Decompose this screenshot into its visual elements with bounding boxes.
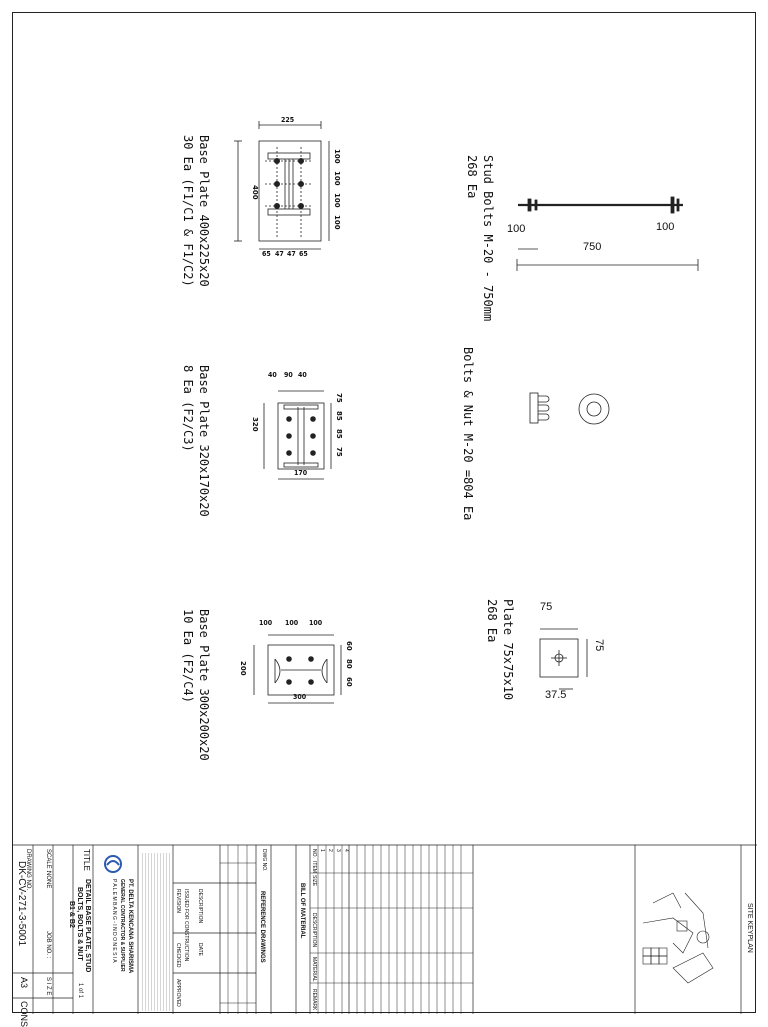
company-name: PT. DELTA KENCANA SHARISMA — [127, 879, 133, 974]
dim-label: 65 — [262, 250, 271, 258]
dim-label: 100 — [333, 171, 341, 186]
legal-notice-text — [141, 853, 171, 1011]
bom-header: ITEM — [311, 861, 317, 873]
dim-label: 100 — [333, 215, 341, 230]
dim-label: 40 — [298, 371, 307, 379]
drawing-title-line3: B1 & B2 — [68, 901, 75, 928]
dim-label: 170 — [294, 469, 308, 477]
bom-header: SIZE — [311, 875, 317, 887]
bolts-nut-title: Bolts & Nut M-20 =804 Ea — [461, 347, 475, 521]
base-plate-2-drawing — [264, 391, 331, 479]
dim-label: 75 — [335, 393, 343, 403]
dim-label: 65 — [299, 250, 308, 258]
dim-label: 75 — [335, 447, 343, 457]
dim-label: 750 — [583, 241, 602, 253]
dim-label: 60 — [345, 677, 353, 687]
small-plate-title: Plate 75x75x10 — [501, 599, 515, 701]
dim-label: 85 — [335, 411, 343, 421]
dim-label: 40 — [268, 371, 277, 379]
dim-label: 75 — [540, 601, 553, 613]
dim-label: 47 — [275, 250, 284, 258]
issued-label: ISSUED FOR CONSTRUCTION — [183, 889, 189, 962]
dim-label: 60 — [345, 641, 353, 651]
size-label: S I Z E — [45, 977, 51, 996]
bom-header: NO. — [311, 849, 317, 858]
approved-label: APPROVED — [175, 979, 181, 1007]
company-city: P A L E M B A N G - I N D O N E S I A — [111, 879, 117, 963]
dim-label: 100 — [285, 619, 299, 627]
checked-label: CHECKED — [175, 943, 181, 968]
sheet-count: 1 of 1 — [77, 983, 83, 999]
dim-label: 100 — [656, 221, 675, 233]
site-keyplan-drawing — [643, 893, 713, 983]
revision-label: REVISION — [175, 889, 181, 913]
bom-header: DESCRIPTION — [311, 913, 317, 948]
dim-label: 80 — [345, 659, 353, 669]
drawing-title-line2: BOLTS, BOLTS & NUT — [76, 887, 83, 961]
scale-label: SCALE : — [45, 849, 51, 873]
bolt-nut-drawing — [530, 393, 609, 424]
dim-label: 47 — [287, 250, 296, 258]
dim-label: 90 — [284, 371, 293, 379]
drawing-title-line1: DETAIL BASE PLATE, STUD — [84, 879, 91, 973]
small-plate-quantity: 268 Ea — [485, 599, 499, 643]
bom-row-number: 1 — [319, 849, 325, 852]
dim-label: 100 — [507, 223, 526, 235]
dim-label: 37.5 — [545, 689, 567, 701]
bill-of-material-label: BILL OF MATERIAL — [299, 883, 305, 939]
dim-label: 100 — [259, 619, 273, 627]
dim-label: 100 — [333, 149, 341, 164]
base-plate-1-quantity: 30 Ea (F1/C1 & F1/C2) — [181, 135, 195, 287]
dim-label: 320 — [251, 417, 259, 432]
dim-label: 225 — [281, 116, 295, 124]
bom-header: MATERIAL — [311, 957, 317, 982]
bom-row-number: 2 — [327, 849, 333, 852]
dim-label: 100 — [333, 193, 341, 208]
base-plate-1-title: Base Plate 400x225x20 — [197, 135, 211, 287]
dim-label: 200 — [239, 661, 247, 676]
dwg-no-label: DWG NO. — [261, 849, 267, 872]
base-plate-3-quantity: 10 Ea (F2/C4) — [181, 609, 195, 703]
bom-header: REMARK — [311, 989, 317, 1011]
job-no-label: JOB NO. : — [45, 931, 51, 959]
dim-label: 85 — [335, 429, 343, 439]
base-plate-2-quantity: 8 Ea (F2/C3) — [181, 365, 195, 452]
drawing-no-label: DRAWING NO. — [25, 849, 31, 891]
reference-drawings-label: REFERENCE DRAWINGS — [259, 891, 265, 963]
description-label: DESCRIPTION — [197, 889, 203, 924]
title-label: TITLE — [82, 849, 91, 871]
stud-bolts-title: Stud Bolts M-20 - 750mm — [481, 155, 495, 322]
size-value: A3 — [19, 977, 29, 989]
base-plate-2-title: Base Plate 320x170x20 — [197, 365, 211, 517]
scale-value: NONE — [45, 871, 51, 889]
status-value: CONS — [19, 1001, 29, 1027]
drawing-sheet — [12, 12, 756, 1027]
company-subtitle: GENERAL CONTRACTOR & SUPPLIER — [119, 879, 125, 972]
stud-bolt-drawing — [517, 197, 698, 271]
company-logo — [101, 853, 125, 875]
date-label: DATE — [197, 943, 203, 956]
base-plate-3-title: Base Plate 300x200x20 — [197, 609, 211, 761]
bom-row-number: 4 — [343, 849, 349, 852]
bom-row-number: 3 — [335, 849, 341, 852]
drawing-number: DK-CV-271-3-5001 — [16, 861, 27, 947]
site-keyplan-label: SITE KEYPLAN — [746, 903, 753, 953]
stud-bolts-quantity: 268 Ea — [465, 155, 479, 199]
dim-label: 300 — [293, 693, 307, 701]
dim-label: 75 — [593, 639, 605, 652]
base-plate-1-drawing — [234, 121, 329, 249]
dim-label: 100 — [309, 619, 323, 627]
small-plate-drawing — [540, 629, 587, 689]
dim-label: 400 — [251, 185, 259, 200]
